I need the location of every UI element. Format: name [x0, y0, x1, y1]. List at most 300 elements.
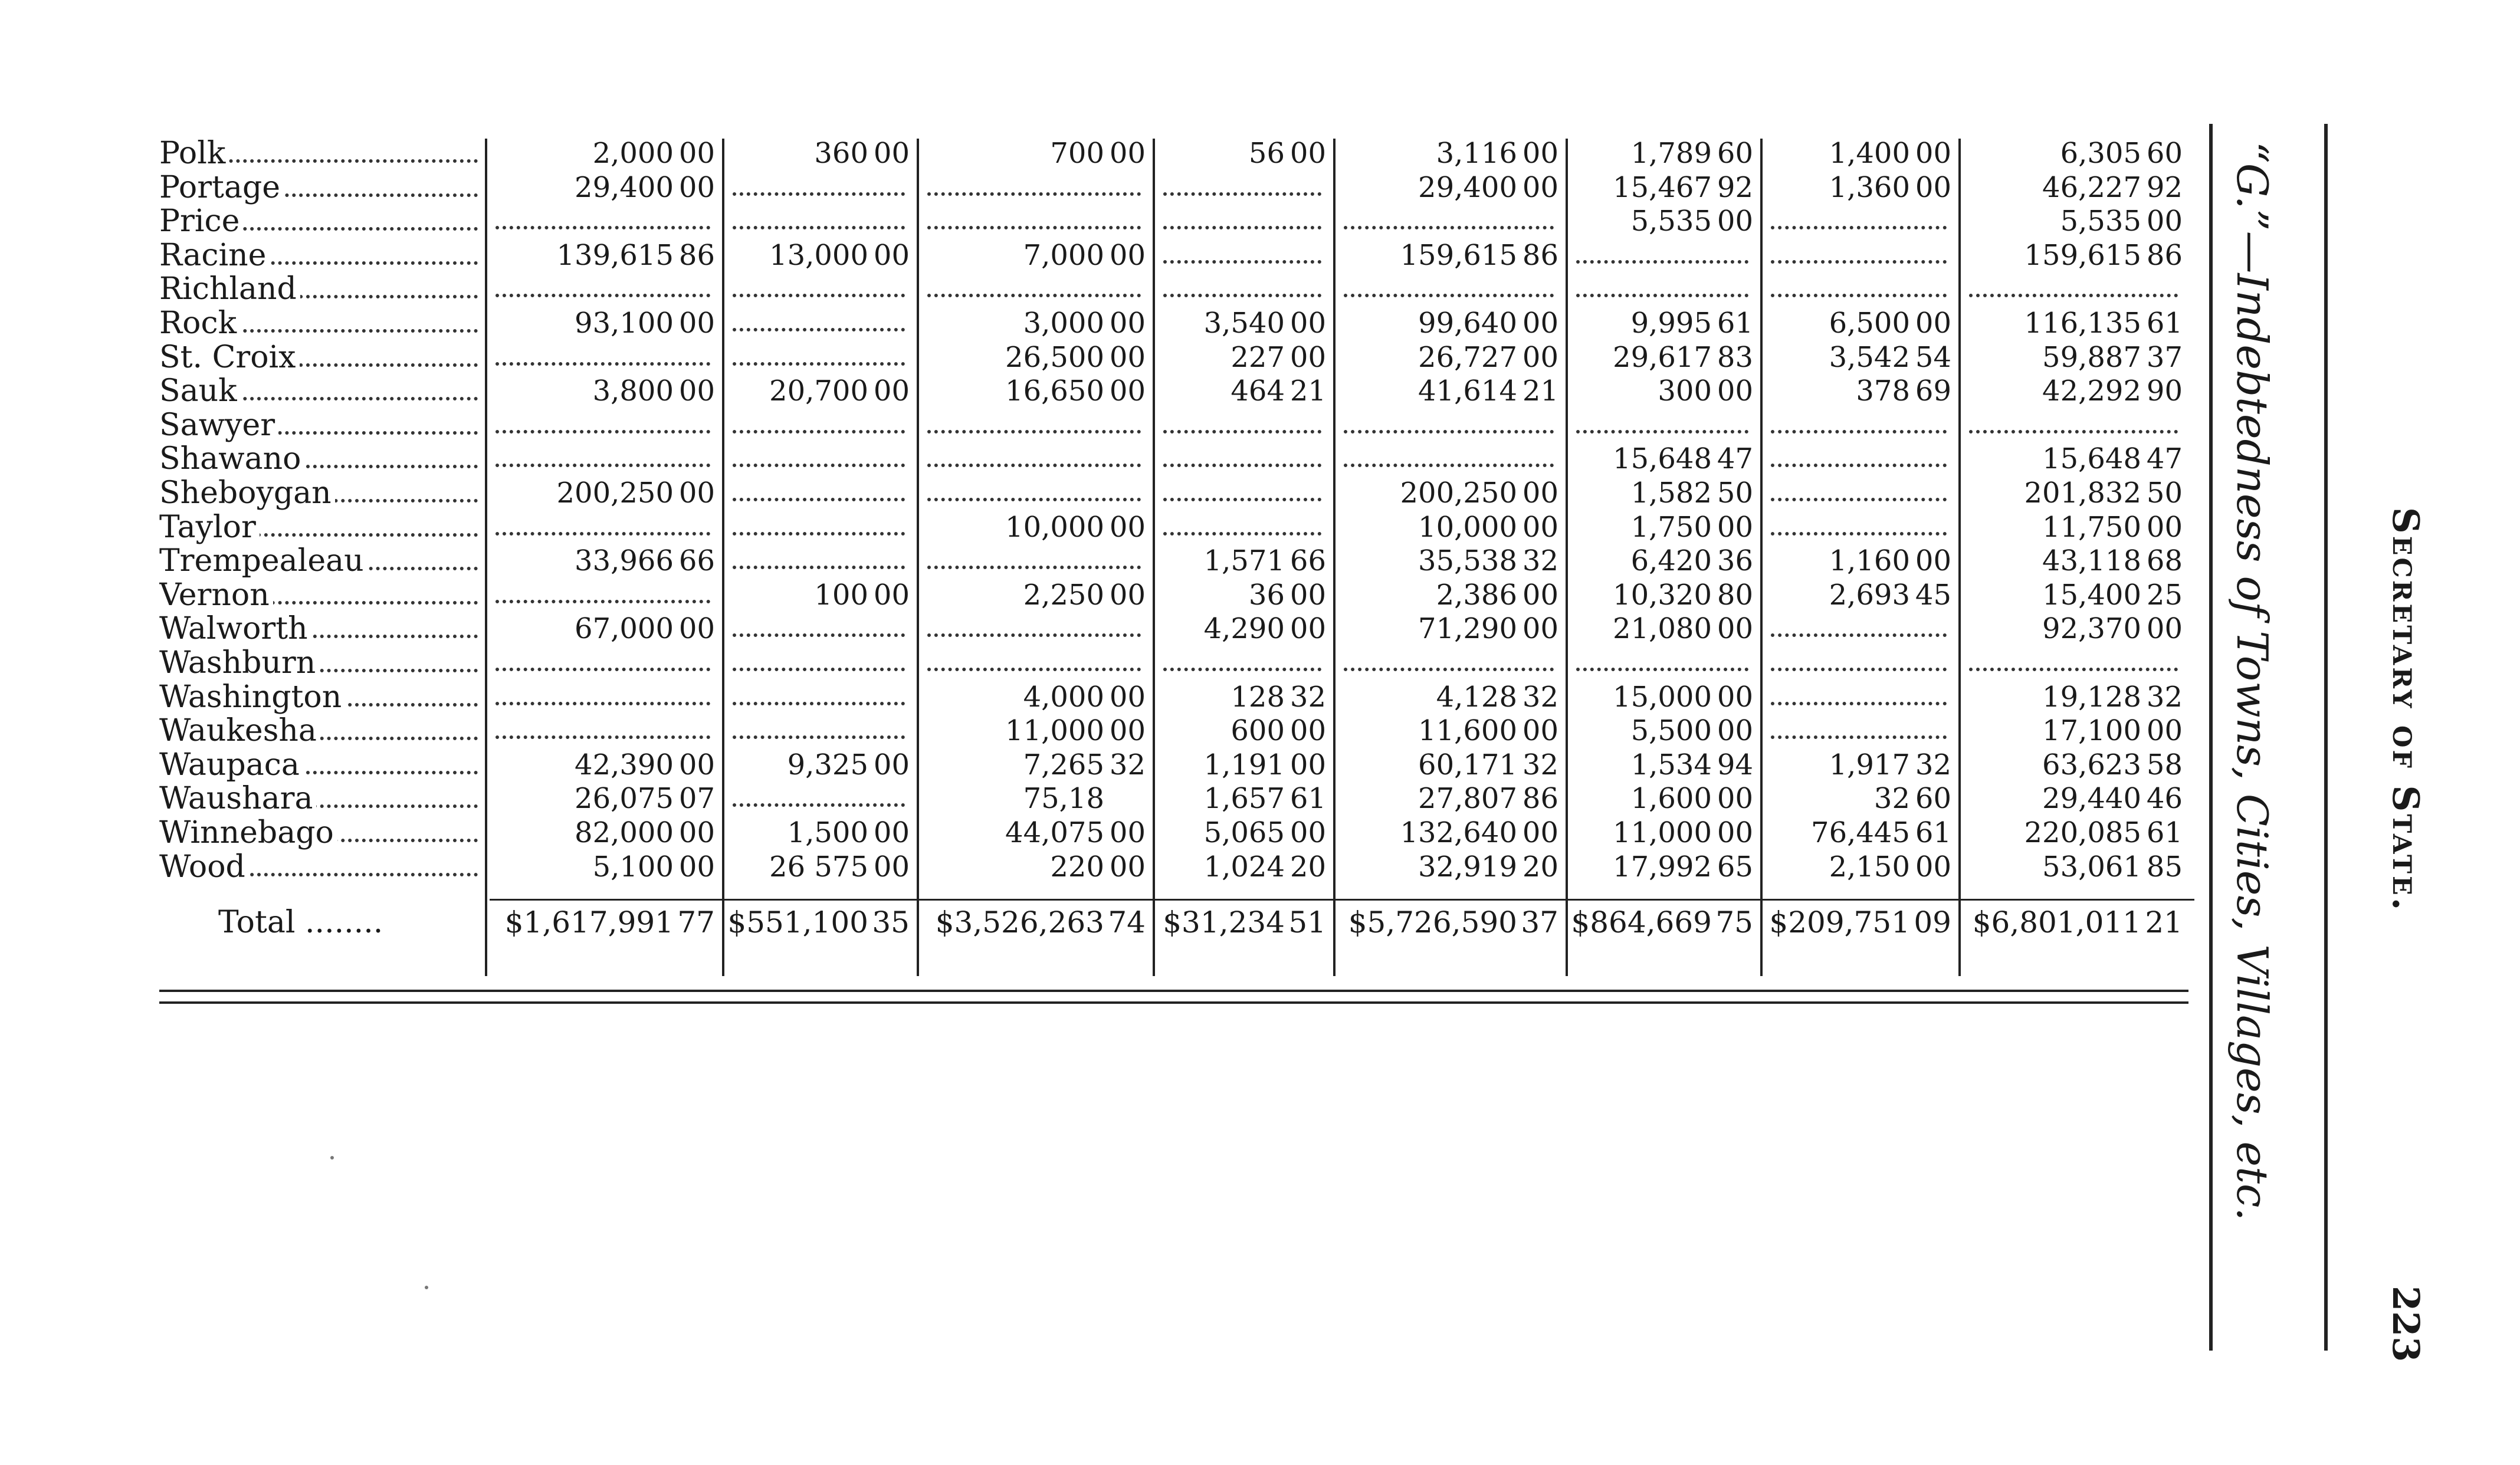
amount-dollars: 29,400	[575, 170, 674, 204]
amount-cell	[923, 579, 1146, 612]
county-name	[159, 646, 478, 680]
amount-cents: 32	[1522, 748, 1558, 781]
amount-dollars: 26,075	[575, 782, 674, 816]
section-title: “G.”—Indebtedness of Towns, Cities, Villages, etc.	[2227, 142, 2277, 1221]
amount-cents: 00	[873, 748, 910, 781]
amount-dollars: 53,061	[2042, 850, 2141, 883]
amount-cents: 00	[1522, 612, 1558, 646]
amount-cell	[1964, 544, 2183, 578]
amount-cell	[1766, 442, 1951, 476]
amount-cell	[1571, 477, 1753, 510]
amount-cell	[1339, 137, 1558, 170]
amount-cell	[1957, 906, 2183, 940]
amount-cell	[491, 307, 715, 340]
amount-cents: 37	[2146, 340, 2183, 374]
amount-cents: 37	[1521, 905, 1558, 940]
amount-cents: 00	[1717, 680, 1753, 714]
amount-cell	[1159, 579, 1326, 612]
county-name	[159, 375, 478, 408]
amount-cell	[1571, 511, 1753, 544]
amount-cell	[1159, 646, 1326, 680]
amount-cents: 00	[678, 170, 715, 204]
amount-cents: 54	[1915, 340, 1951, 374]
table-row	[0, 850, 2206, 884]
amount-cell	[1964, 409, 2183, 442]
amount-cell	[1339, 409, 1558, 442]
amount-cell	[1964, 646, 2183, 680]
running-head: Secretary of State.	[2384, 507, 2427, 913]
amount-cell	[1571, 375, 1753, 408]
amount-cell	[728, 544, 910, 578]
amount-dollars: 159,615	[2024, 238, 2141, 272]
amount-dollars: 15,467	[1613, 170, 1712, 204]
amount-cell	[923, 205, 1146, 238]
amount-cents: 92	[2146, 170, 2183, 204]
amount-cell	[1159, 748, 1326, 782]
amount-cell	[1339, 681, 1558, 714]
amount-cents: 61	[2146, 816, 2183, 849]
amount-dollars: 32,919	[1418, 850, 1517, 883]
county-label: Walworth	[159, 612, 311, 646]
amount-dollars: 300	[1658, 375, 1712, 408]
table-row	[0, 511, 2206, 544]
amount-cell	[491, 816, 715, 850]
amount-dollars: 3,542	[1829, 340, 1910, 374]
table-row	[0, 137, 2206, 170]
amount-cell	[491, 409, 715, 442]
county-label: Waukesha	[159, 714, 320, 748]
amount-cell	[1571, 816, 1753, 850]
amount-cell	[1159, 442, 1326, 476]
county-name	[159, 544, 478, 578]
amount-cents: 00	[1109, 680, 1146, 714]
amount-cell	[1339, 171, 1558, 205]
amount-dollars: 5,500	[1630, 714, 1712, 748]
amount-dollars: 1,600	[1630, 782, 1712, 816]
amount-cell	[728, 409, 910, 442]
amount-cell	[1159, 477, 1326, 510]
amount-cents: 32	[1289, 680, 1326, 714]
amount-cell	[491, 850, 715, 884]
amount-cell	[1964, 579, 2183, 612]
amount-cell	[728, 748, 910, 782]
county-label: St. Croix	[159, 341, 300, 375]
amount-cents: 00	[678, 748, 715, 781]
amount-cell	[1964, 477, 2183, 510]
table-row	[0, 748, 2206, 782]
amount-cell	[1151, 906, 1326, 940]
amount-cents: 00	[1522, 816, 1558, 849]
amount-cents: 00	[2146, 612, 2183, 646]
table-row	[0, 375, 2206, 408]
county-name	[159, 307, 478, 340]
amount-cell	[1159, 239, 1326, 272]
amount-cents: 00	[1915, 137, 1951, 170]
amount-dollars: 2,150	[1829, 850, 1910, 883]
amount-cell	[491, 579, 715, 612]
amount-cents: 45	[1915, 578, 1951, 612]
amount-cents: 07	[678, 782, 715, 816]
county-name	[159, 612, 478, 646]
amount-dollars: 159,615	[1400, 238, 1517, 272]
amount-dollars: 16,650	[1005, 375, 1104, 408]
amount-cents: 00	[1717, 714, 1753, 748]
amount-dollars: 700	[1050, 137, 1104, 170]
amount-dollars: 44,075	[1005, 816, 1104, 849]
amount-cell	[1571, 137, 1753, 170]
county-label: Washington	[159, 681, 345, 714]
amount-cell	[923, 681, 1146, 714]
amount-cell	[1571, 205, 1753, 238]
amount-cents: 00	[1717, 782, 1753, 816]
amount-dollars: 1,571	[1203, 544, 1285, 578]
amount-cell	[491, 239, 715, 272]
county-name	[159, 409, 478, 442]
amount-cents: 00	[1522, 170, 1558, 204]
amount-cell	[1159, 171, 1326, 205]
amount-cell	[1159, 205, 1326, 238]
amount-cents: 00	[1109, 816, 1146, 849]
amount-cell	[923, 646, 1146, 680]
amount-cell	[728, 205, 910, 238]
table-row	[0, 341, 2206, 375]
amount-cell	[1339, 341, 1558, 375]
amount-cell	[491, 511, 715, 544]
table-row	[0, 272, 2206, 306]
amount-cents: 00	[873, 137, 910, 170]
amount-cents: 00	[1717, 205, 1753, 238]
amount-cents: 00	[1289, 307, 1326, 340]
amount-dollars: 200,250	[1400, 477, 1517, 510]
amount-cell	[1571, 714, 1753, 748]
amount-cell	[1571, 171, 1753, 205]
amount-cell	[1766, 511, 1951, 544]
amount-cents: 00	[1717, 816, 1753, 849]
county-label: Racine	[159, 239, 270, 272]
amount-dollars: 76,445	[1811, 816, 1910, 849]
amount-cents: 00	[873, 816, 910, 849]
amount-dollars: 1,582	[1630, 477, 1712, 510]
table-row	[0, 816, 2206, 850]
amount-cell	[728, 341, 910, 375]
amount-dollars: 7,000	[1023, 238, 1104, 272]
amount-cents: 58	[2146, 748, 2183, 781]
amount-cents: 00	[678, 375, 715, 408]
amount-cell	[1571, 612, 1753, 646]
amount-cell	[1766, 816, 1951, 850]
amount-cents: 75	[1715, 905, 1753, 940]
amount-dollars: 32	[1873, 782, 1910, 816]
amount-cell	[1766, 748, 1951, 782]
amount-dollars: 1,917	[1829, 748, 1910, 781]
amount-cents: 92	[1717, 170, 1753, 204]
amount-cents: 47	[2146, 442, 2183, 476]
county-label: Vernon	[159, 579, 273, 612]
amount-dollars: 100	[814, 578, 868, 612]
amount-dollars: 99,640	[1418, 307, 1517, 340]
amount-cell	[1766, 782, 1951, 816]
amount-cents: 00	[1289, 714, 1326, 748]
amount-cents: 00	[678, 477, 715, 510]
table-row	[0, 612, 2206, 646]
amount-cell	[1339, 782, 1558, 816]
amount-cell	[491, 375, 715, 408]
amount-dollars: 10,320	[1613, 578, 1712, 612]
amount-cell	[1964, 442, 2183, 476]
amount-cell	[1964, 239, 2183, 272]
amount-cell	[1964, 341, 2183, 375]
amount-dollars: 6,305	[2060, 137, 2141, 170]
amount-cents: 00	[2146, 510, 2183, 544]
amount-dollars: 20,700	[769, 375, 868, 408]
amount-cents: 00	[1109, 137, 1146, 170]
amount-cell	[1571, 442, 1753, 476]
amount-cents: 86	[678, 238, 715, 272]
amount-cell	[491, 137, 715, 170]
amount-dollars: 1,191	[1203, 748, 1285, 781]
amount-dollars: 10,000	[1005, 510, 1104, 544]
amount-cents: 21	[2145, 905, 2183, 940]
amount-cents: 00	[1109, 340, 1146, 374]
amount-cents: 00	[678, 307, 715, 340]
amount-dollars: 1,500	[787, 816, 868, 849]
amount-cell	[923, 272, 1146, 306]
amount-cell	[916, 906, 1146, 940]
county-label: Rock	[159, 307, 240, 340]
amount-cell	[1571, 239, 1753, 272]
amount-dollars: 220,085	[2024, 816, 2141, 849]
amount-cell	[1964, 511, 2183, 544]
county-label: Sheboygan	[159, 477, 335, 510]
county-label: Waupaca	[159, 748, 303, 782]
amount-dollars: 201,832	[2024, 477, 2141, 510]
amount-dollars: 6,500	[1829, 307, 1910, 340]
amount-dollars: 27,807	[1418, 782, 1517, 816]
amount-cents: 00	[1109, 375, 1146, 408]
amount-cents: 00	[678, 137, 715, 170]
table-row	[0, 239, 2206, 272]
amount-cell	[1964, 681, 2183, 714]
amount-dollars: 2,000	[592, 137, 674, 170]
amount-cents: 00	[873, 850, 910, 883]
amount-cents: 61	[1717, 307, 1753, 340]
amount-cell	[491, 171, 715, 205]
amount-cell	[1332, 906, 1558, 940]
amount-cell	[728, 307, 910, 340]
amount-cell	[728, 239, 910, 272]
amount-cell	[923, 171, 1146, 205]
county-name	[159, 205, 478, 238]
amount-cell	[728, 579, 910, 612]
amount-cell	[923, 442, 1146, 476]
amount-cell	[1339, 816, 1558, 850]
amount-dollars: 36	[1248, 578, 1285, 612]
amount-cell	[1964, 307, 2183, 340]
table-row	[0, 579, 2206, 612]
amount-cell	[728, 816, 910, 850]
amount-cell	[1159, 511, 1326, 544]
amount-cents: 66	[678, 544, 715, 578]
amount-cents: 65	[1717, 850, 1753, 883]
amount-cell	[1159, 341, 1326, 375]
amount-cents: 00	[1522, 307, 1558, 340]
amount-cents: 32	[1522, 544, 1558, 578]
amount-cell	[491, 748, 715, 782]
amount-cell	[923, 816, 1146, 850]
amount-cell	[1964, 714, 2183, 748]
amount-dollars: 43,118	[2042, 544, 2141, 578]
amount-dollars: 71,290	[1418, 612, 1517, 646]
amount-cell	[1571, 681, 1753, 714]
amount-cents: 61	[1915, 816, 1951, 849]
amount-cell	[1766, 137, 1951, 170]
amount-cell	[491, 646, 715, 680]
amount-cents: 46	[2146, 782, 2183, 816]
amount-dollars: 5,535	[2060, 205, 2141, 238]
amount-dollars: 3,540	[1203, 307, 1285, 340]
county-name	[159, 816, 478, 850]
table-row	[0, 307, 2206, 340]
amount-cents: 00	[1109, 510, 1146, 544]
amount-cell	[1964, 171, 2183, 205]
amount-dollars: 1,400	[1829, 137, 1910, 170]
amount-cents: 00	[1717, 510, 1753, 544]
amount-cell	[1766, 477, 1951, 510]
table-row	[0, 782, 2206, 816]
amount-cell	[1766, 850, 1951, 884]
amount-cents: 00	[1522, 578, 1558, 612]
paper-speck	[330, 1156, 334, 1159]
amount-cents: 00	[2146, 205, 2183, 238]
amount-cents: 00	[1289, 612, 1326, 646]
amount-cell	[728, 272, 910, 306]
amount-cents: 50	[2146, 477, 2183, 510]
bottom-rule	[159, 990, 2188, 992]
amount-cell	[923, 409, 1146, 442]
amount-dollars: 15,648	[2042, 442, 2141, 476]
amount-cell	[1159, 272, 1326, 306]
table-row	[0, 646, 2206, 680]
amount-dollars: 46,227	[2042, 170, 2141, 204]
amount-dollars: 26,500	[1005, 340, 1104, 374]
amount-cents: 00	[1717, 375, 1753, 408]
amount-cents: 21	[1522, 375, 1558, 408]
amount-cents: 36	[1717, 544, 1753, 578]
table-row	[0, 681, 2206, 714]
amount-dollars: 116,135	[2024, 307, 2141, 340]
amount-cell	[1159, 544, 1326, 578]
amount-cents: 35	[872, 905, 910, 940]
amount-cell	[491, 442, 715, 476]
amount-dollars: 464	[1231, 375, 1285, 408]
amount-cell	[1766, 579, 1951, 612]
amount-cents: 74	[1108, 905, 1146, 940]
amount-cents: 00	[1109, 238, 1146, 272]
amount-cell	[1964, 137, 2183, 170]
amount-cell	[728, 681, 910, 714]
amount-cents: 32	[2146, 680, 2183, 714]
amount-cell	[1159, 782, 1326, 816]
amount-cents: 86	[2146, 238, 2183, 272]
total-row	[0, 906, 2206, 940]
amount-dollars: 7,265	[1023, 748, 1104, 781]
amount-cents: 20	[1522, 850, 1558, 883]
amount-cell	[923, 748, 1146, 782]
county-name	[159, 782, 478, 816]
amount-cents: 50	[1717, 477, 1753, 510]
amount-cents: 60	[1717, 137, 1753, 170]
amount-cell	[1339, 205, 1558, 238]
county-label: Price	[159, 205, 243, 238]
amount-dollars: 29,400	[1418, 170, 1517, 204]
amount-dollars: 63,623	[2042, 748, 2141, 781]
amount-cents: 32	[1109, 748, 1146, 781]
amount-dollars: 60,171	[1418, 748, 1517, 781]
county-label: Trempealeau	[159, 544, 368, 578]
amount-cell	[1571, 409, 1753, 442]
amount-cell	[1766, 205, 1951, 238]
amount-cell	[1339, 612, 1558, 646]
amount-dollars: 29,440	[2042, 782, 2141, 816]
amount-cell	[923, 850, 1146, 884]
amount-cell	[1159, 816, 1326, 850]
amount-dollars: 1,160	[1829, 544, 1910, 578]
county-name	[159, 171, 478, 205]
amount-cents: 68	[2146, 544, 2183, 578]
amount-cents: 32	[1915, 748, 1951, 781]
amount-cell	[1964, 748, 2183, 782]
amount-cents: 94	[1717, 748, 1753, 781]
amount-dollars: 5,065	[1203, 816, 1285, 849]
amount-cents: 66	[1289, 544, 1326, 578]
amount-cell	[1571, 544, 1753, 578]
amount-cell	[1766, 239, 1951, 272]
amount-cell	[923, 612, 1146, 646]
amount-dollars: 1,360	[1829, 170, 1910, 204]
amount-cell	[923, 341, 1146, 375]
amount-dollars: 2,386	[1436, 578, 1517, 612]
amount-dollars: 13,000	[769, 238, 868, 272]
amount-cents: 00	[678, 850, 715, 883]
amount-dollars: 1,657	[1203, 782, 1285, 816]
county-name	[159, 714, 478, 748]
amount-cents: 00	[1109, 850, 1146, 883]
amount-cell	[1571, 782, 1753, 816]
paper-speck	[425, 1286, 428, 1289]
amount-dollars: 42,390	[575, 748, 674, 781]
amount-dollars: 5,100	[592, 850, 674, 883]
amount-cents: 00	[873, 238, 910, 272]
amount-cell	[1339, 442, 1558, 476]
bottom-rule	[159, 1001, 2188, 1004]
amount-dollars: $1,617,991	[504, 905, 674, 940]
table-row	[0, 544, 2206, 578]
amount-cents: 00	[1915, 544, 1951, 578]
amount-cell	[923, 511, 1146, 544]
amount-cell	[1571, 579, 1753, 612]
amount-cell	[1339, 272, 1558, 306]
amount-cents: 09	[1914, 905, 1951, 940]
amount-cell	[1766, 307, 1951, 340]
county-label: Waushara	[159, 782, 316, 816]
amount-cell	[1339, 579, 1558, 612]
amount-cell	[728, 850, 910, 884]
amount-cell	[1571, 272, 1753, 306]
amount-cell	[923, 477, 1146, 510]
amount-dollars: 93,100	[575, 307, 674, 340]
amount-dollars: $209,751	[1769, 905, 1910, 940]
amount-cell	[1766, 375, 1951, 408]
